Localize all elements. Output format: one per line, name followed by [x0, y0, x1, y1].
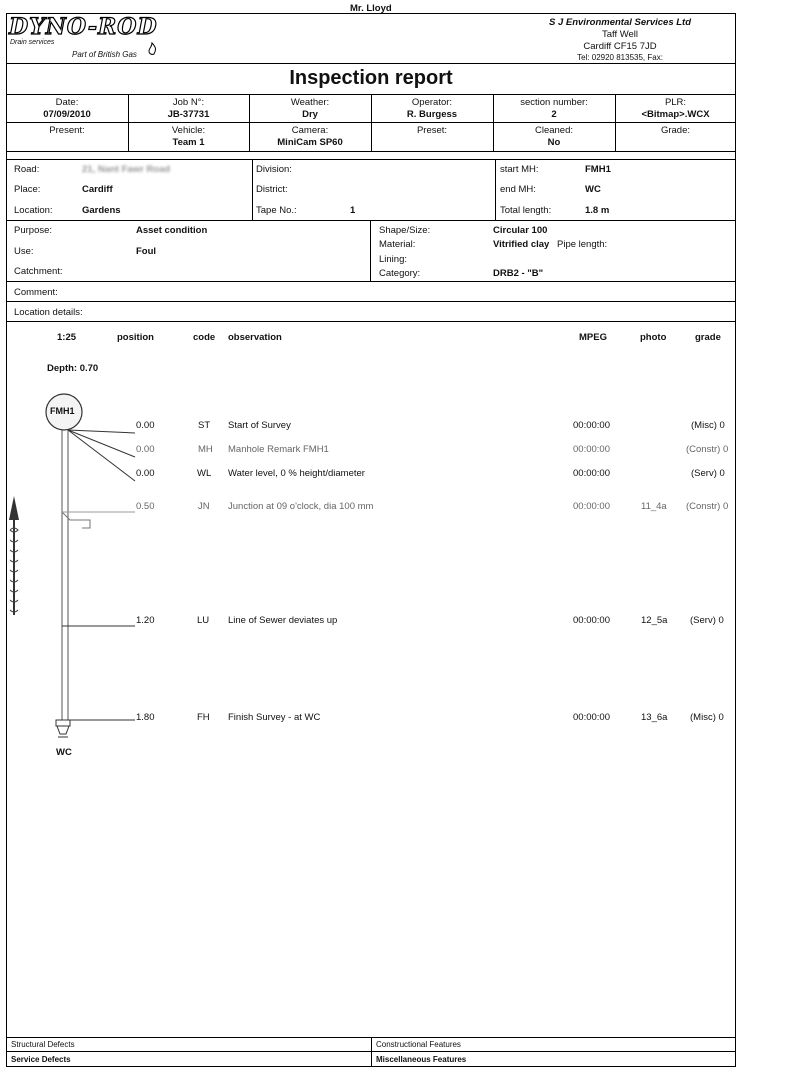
plr-value: <Bitmap>.WCX	[641, 109, 710, 120]
present-label: Present:	[49, 125, 85, 136]
obs-text: Finish Survey - at WC	[228, 712, 321, 723]
obs-grade: (Misc) 0	[690, 712, 724, 723]
date-label: Date:	[55, 97, 79, 108]
comment-label: Comment:	[14, 287, 58, 298]
observation-header: observation	[228, 332, 282, 343]
catchment-label: Catchment:	[14, 266, 63, 277]
depth-label: Depth: 0.70	[47, 363, 99, 374]
preset-label: Preset:	[416, 125, 448, 136]
obs-mpeg: 00:00:00	[573, 420, 610, 431]
weather-value: Dry	[302, 109, 318, 120]
lining-label: Lining:	[379, 254, 407, 265]
legend-constructional: Constructional Features	[376, 1040, 461, 1049]
job-label: Job N°:	[172, 97, 205, 108]
job-value: JB-37731	[167, 109, 210, 120]
category-label: Category:	[379, 268, 421, 279]
shape-label: Shape/Size:	[379, 225, 431, 236]
logo-tagline: Drain services	[10, 39, 55, 46]
logo-part-of: Part of British Gas	[72, 50, 137, 59]
obs-mpeg: 00:00:00	[573, 501, 610, 512]
obs-position: 0.00	[136, 468, 155, 479]
place-value: Cardiff	[82, 184, 113, 195]
company-line2: Cardiff CF15 7JD	[583, 41, 657, 52]
code-header: code	[193, 332, 216, 343]
cleaned-label: Cleaned:	[534, 125, 574, 136]
use-value: Foul	[136, 246, 157, 257]
camera-label: Camera:	[291, 125, 329, 136]
client-name: Mr. Lloyd	[350, 3, 392, 14]
section-label: section number:	[520, 97, 588, 108]
material-label: Material:	[379, 239, 416, 250]
pipe-diagram	[0, 390, 140, 770]
page-title: Inspection report	[289, 67, 453, 89]
scale-label: 1:25	[57, 332, 77, 343]
division-label: Division:	[256, 164, 292, 175]
end-node-label: WC	[56, 747, 72, 758]
obs-code: JN	[198, 501, 210, 512]
junction-icon	[62, 512, 90, 528]
date-value: 07/09/2010	[43, 109, 91, 120]
legend-misc: Miscellaneous Features	[376, 1055, 467, 1064]
total-length-label: Total length:	[500, 205, 552, 216]
obs-photo: 13_6a	[641, 712, 668, 723]
camera-value: MiniCam SP60	[277, 137, 343, 148]
obs-grade: (Constr) 0	[686, 501, 729, 512]
legend-structural: Structural Defects	[11, 1040, 75, 1049]
location-value: Gardens	[82, 205, 121, 216]
road-value: 21, Nant Fawr Road	[82, 164, 171, 175]
obs-position: 0.00	[136, 444, 155, 455]
tape-label: Tape No.:	[256, 205, 297, 216]
vehicle-label: Vehicle:	[171, 125, 206, 136]
company-line1: Taff Well	[601, 29, 639, 40]
start-mh-value: FMH1	[585, 164, 611, 175]
start-node-label: FMH1	[50, 406, 75, 416]
dyno-rod-logo: DYNO-ROD	[9, 14, 158, 40]
weather-label: Weather:	[290, 97, 330, 108]
pipe-length-label: Pipe length:	[557, 239, 608, 250]
place-label: Place:	[14, 184, 41, 195]
end-mh-label: end MH:	[500, 184, 536, 195]
material-value: Vitrified clay	[493, 239, 550, 250]
legend-service: Service Defects	[11, 1055, 71, 1064]
use-label: Use:	[14, 246, 34, 257]
company-name: S J Environmental Services Ltd	[548, 17, 692, 28]
obs-grade: (Serv) 0	[690, 615, 724, 626]
grade-label: Grade:	[660, 125, 691, 136]
obs-text: Junction at 09 o'clock, dia 100 mm	[228, 501, 374, 512]
operator-value: R. Burgess	[406, 109, 458, 120]
obs-mpeg: 00:00:00	[573, 615, 610, 626]
obs-photo: 12_5a	[641, 615, 668, 626]
start-mh-label: start MH:	[500, 164, 539, 175]
total-length-value: 1.8 m	[585, 205, 610, 216]
location-label: Location:	[14, 205, 53, 216]
district-label: District:	[256, 184, 288, 195]
obs-text: Start of Survey	[228, 420, 291, 431]
road-label: Road:	[14, 164, 40, 175]
section-value: 2	[551, 109, 557, 120]
shape-value: Circular 100	[493, 225, 548, 236]
grade-header: grade	[695, 332, 721, 343]
purpose-value: Asset condition	[136, 225, 208, 236]
wc-icon	[56, 720, 70, 737]
company-line3: Tel: 02920 813535, Fax:	[577, 53, 663, 62]
flame-icon	[146, 42, 158, 56]
obs-grade: (Serv) 0	[691, 468, 725, 479]
cleaned-value: No	[547, 137, 561, 148]
photo-header: photo	[640, 332, 667, 343]
obs-mpeg: 00:00:00	[573, 444, 610, 455]
obs-code: LU	[197, 615, 210, 626]
obs-grade: (Constr) 0	[686, 444, 729, 455]
obs-text: Water level, 0 % height/diameter	[228, 468, 365, 479]
obs-position: 0.50	[136, 501, 155, 512]
obs-text: Line of Sewer deviates up	[228, 615, 338, 626]
purpose-label: Purpose:	[14, 225, 53, 236]
obs-position: 1.80	[136, 712, 155, 723]
category-value: DRB2 - "B"	[493, 268, 544, 279]
position-header: position	[117, 332, 154, 343]
tape-value: 1	[350, 205, 356, 216]
obs-text: Manhole Remark FMH1	[228, 444, 329, 455]
mpeg-header: MPEG	[579, 332, 607, 343]
end-mh-value: WC	[585, 184, 601, 195]
plr-label: PLR:	[664, 97, 687, 108]
obs-code: ST	[198, 420, 211, 431]
obs-mpeg: 00:00:00	[573, 468, 610, 479]
obs-code: MH	[198, 444, 213, 455]
obs-position: 0.00	[136, 420, 155, 431]
operator-label: Operator:	[411, 97, 453, 108]
obs-position: 1.20	[136, 615, 155, 626]
obs-photo: 11_4a	[641, 501, 667, 512]
obs-mpeg: 00:00:00	[573, 712, 610, 723]
obs-code: FH	[197, 712, 210, 723]
obs-code: WL	[197, 468, 212, 479]
vehicle-value: Team 1	[172, 137, 205, 148]
location-details-label: Location details:	[14, 307, 83, 318]
obs-grade: (Misc) 0	[691, 420, 725, 431]
